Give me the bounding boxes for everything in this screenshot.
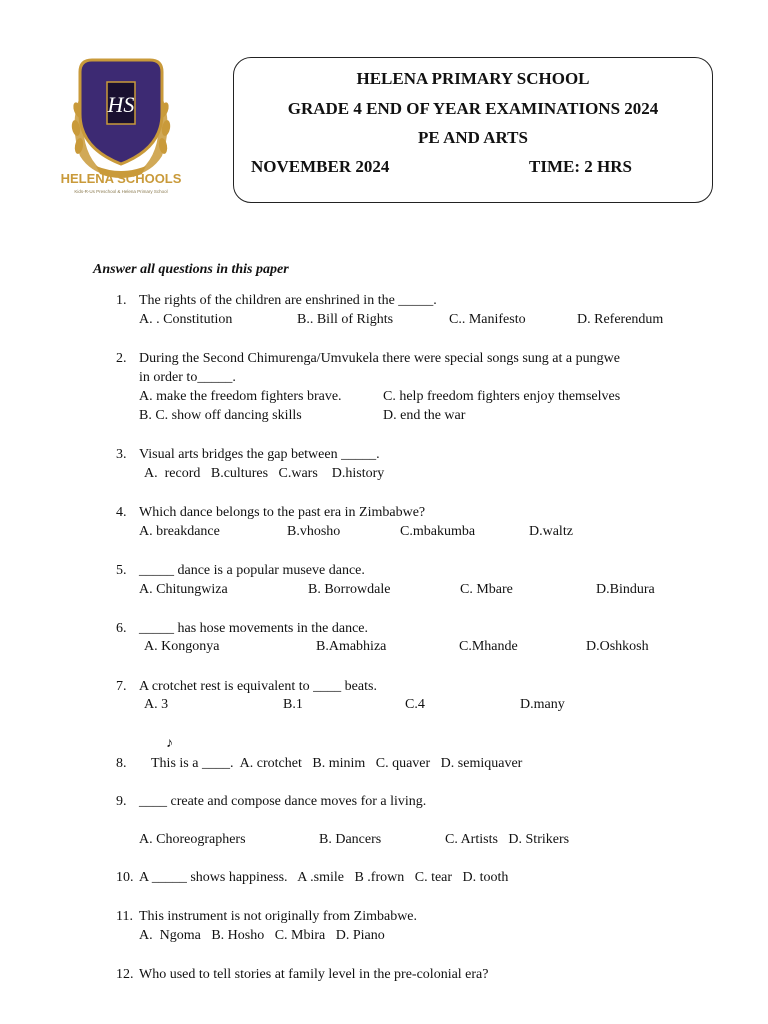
question-number: 4.	[116, 505, 127, 520]
option-row: A. Ngoma B. Hosho C. Mbira D. Piano	[139, 928, 385, 943]
question-number: 1.	[116, 293, 127, 308]
question-number: 12.	[116, 967, 134, 982]
option-row: A. record B.cultures C.wars D.history	[144, 466, 385, 481]
question-text: This instrument is not originally from Zimbabwe.	[139, 909, 418, 924]
option: C. Mbare	[460, 582, 513, 597]
option: C.. Manifesto	[449, 312, 526, 327]
option: C.Mhande	[459, 639, 518, 654]
question-text: _____ dance is a popular museve dance.	[139, 563, 365, 578]
question-text: Which dance belongs to the past era in Zimbabwe?	[139, 505, 426, 520]
school-name: HELENA PRIMARY SCHOOL	[356, 69, 590, 88]
option: C.mbakumba	[400, 524, 476, 539]
option: A. . Constitution	[139, 312, 233, 327]
school-logo	[12, 52, 230, 204]
question-text: _____ has hose movements in the dance.	[139, 621, 369, 636]
option: D.waltz	[529, 524, 573, 539]
question-number: 8.	[116, 756, 127, 771]
option: C. help freedom fighters enjoy themselves	[383, 389, 621, 404]
logo-brand-text: HELENA SCHOOLS	[60, 171, 182, 186]
exam-header-box	[233, 57, 713, 203]
question-number: 3.	[116, 447, 127, 462]
logo-tagline: Kids-R-Us Preschool & Helena Primary School	[74, 189, 168, 194]
question-text: This is a ____. A. crotchet B. minim C. quaver D. semiquaver	[151, 756, 523, 771]
option: C.4	[405, 697, 425, 712]
option: A. make the freedom fighters brave.	[139, 389, 342, 404]
question-number: 10.	[116, 870, 134, 885]
option: B.1	[283, 697, 303, 712]
question-text: Visual arts bridges the gap between _____.	[139, 447, 380, 462]
option: B.. Bill of Rights	[297, 312, 394, 327]
question-text: The rights of the children are enshrined in the _____.	[139, 293, 437, 308]
option: D. Referendum	[577, 312, 664, 327]
question-number: 5.	[116, 563, 127, 578]
option: D.Oshkosh	[586, 639, 649, 654]
subject-title: PE AND ARTS	[418, 128, 528, 147]
shield-crest-icon	[12, 52, 230, 204]
question-text: A crotchet rest is equivalent to ____ beats.	[139, 679, 377, 694]
question-number: 2.	[116, 351, 127, 366]
question-text-continued: in order to_____.	[139, 370, 236, 385]
exam-title: GRADE 4 END OF YEAR EXAMINATIONS 2024	[287, 99, 659, 118]
question-number: 11.	[116, 909, 133, 924]
instructions: Answer all questions in this paper	[93, 262, 289, 277]
option: A. Kongonya	[144, 639, 220, 654]
option: B.vhosho	[287, 524, 341, 539]
exam-duration: TIME: 2 HRS	[529, 157, 632, 176]
question-number: 6.	[116, 621, 127, 636]
question-text: ____ create and compose dance moves for a living.	[139, 794, 427, 809]
question-number: 9.	[116, 794, 127, 809]
option: B.Amabhiza	[316, 639, 387, 654]
option: A. Choreographers	[139, 832, 246, 847]
question-number: 7.	[116, 679, 127, 694]
option: A. Chitungwiza	[139, 582, 228, 597]
option: B. C. show off dancing skills	[139, 408, 302, 423]
option: A. 3	[144, 697, 169, 712]
option: B. Borrowdale	[308, 582, 391, 597]
exam-date: NOVEMBER 2024	[251, 157, 390, 176]
logo-monogram: HS	[107, 92, 135, 117]
question-text: Who used to tell stories at family level in the pre-colonial era?	[139, 967, 489, 982]
option: D.many	[520, 697, 565, 712]
option: A. breakdance	[139, 524, 220, 539]
option: D.Bindura	[596, 582, 655, 597]
option: C. Artists D. Strikers	[445, 832, 570, 847]
option: B. Dancers	[319, 832, 382, 847]
question-text: During the Second Chimurenga/Umvukela there were special songs sung at a pungwe	[139, 351, 620, 366]
eighth-note-icon: ♪	[166, 736, 173, 751]
question-text: A _____ shows happiness. A .smile B .frown C. tear D. tooth	[139, 870, 509, 885]
option: D. end the war	[383, 408, 466, 423]
